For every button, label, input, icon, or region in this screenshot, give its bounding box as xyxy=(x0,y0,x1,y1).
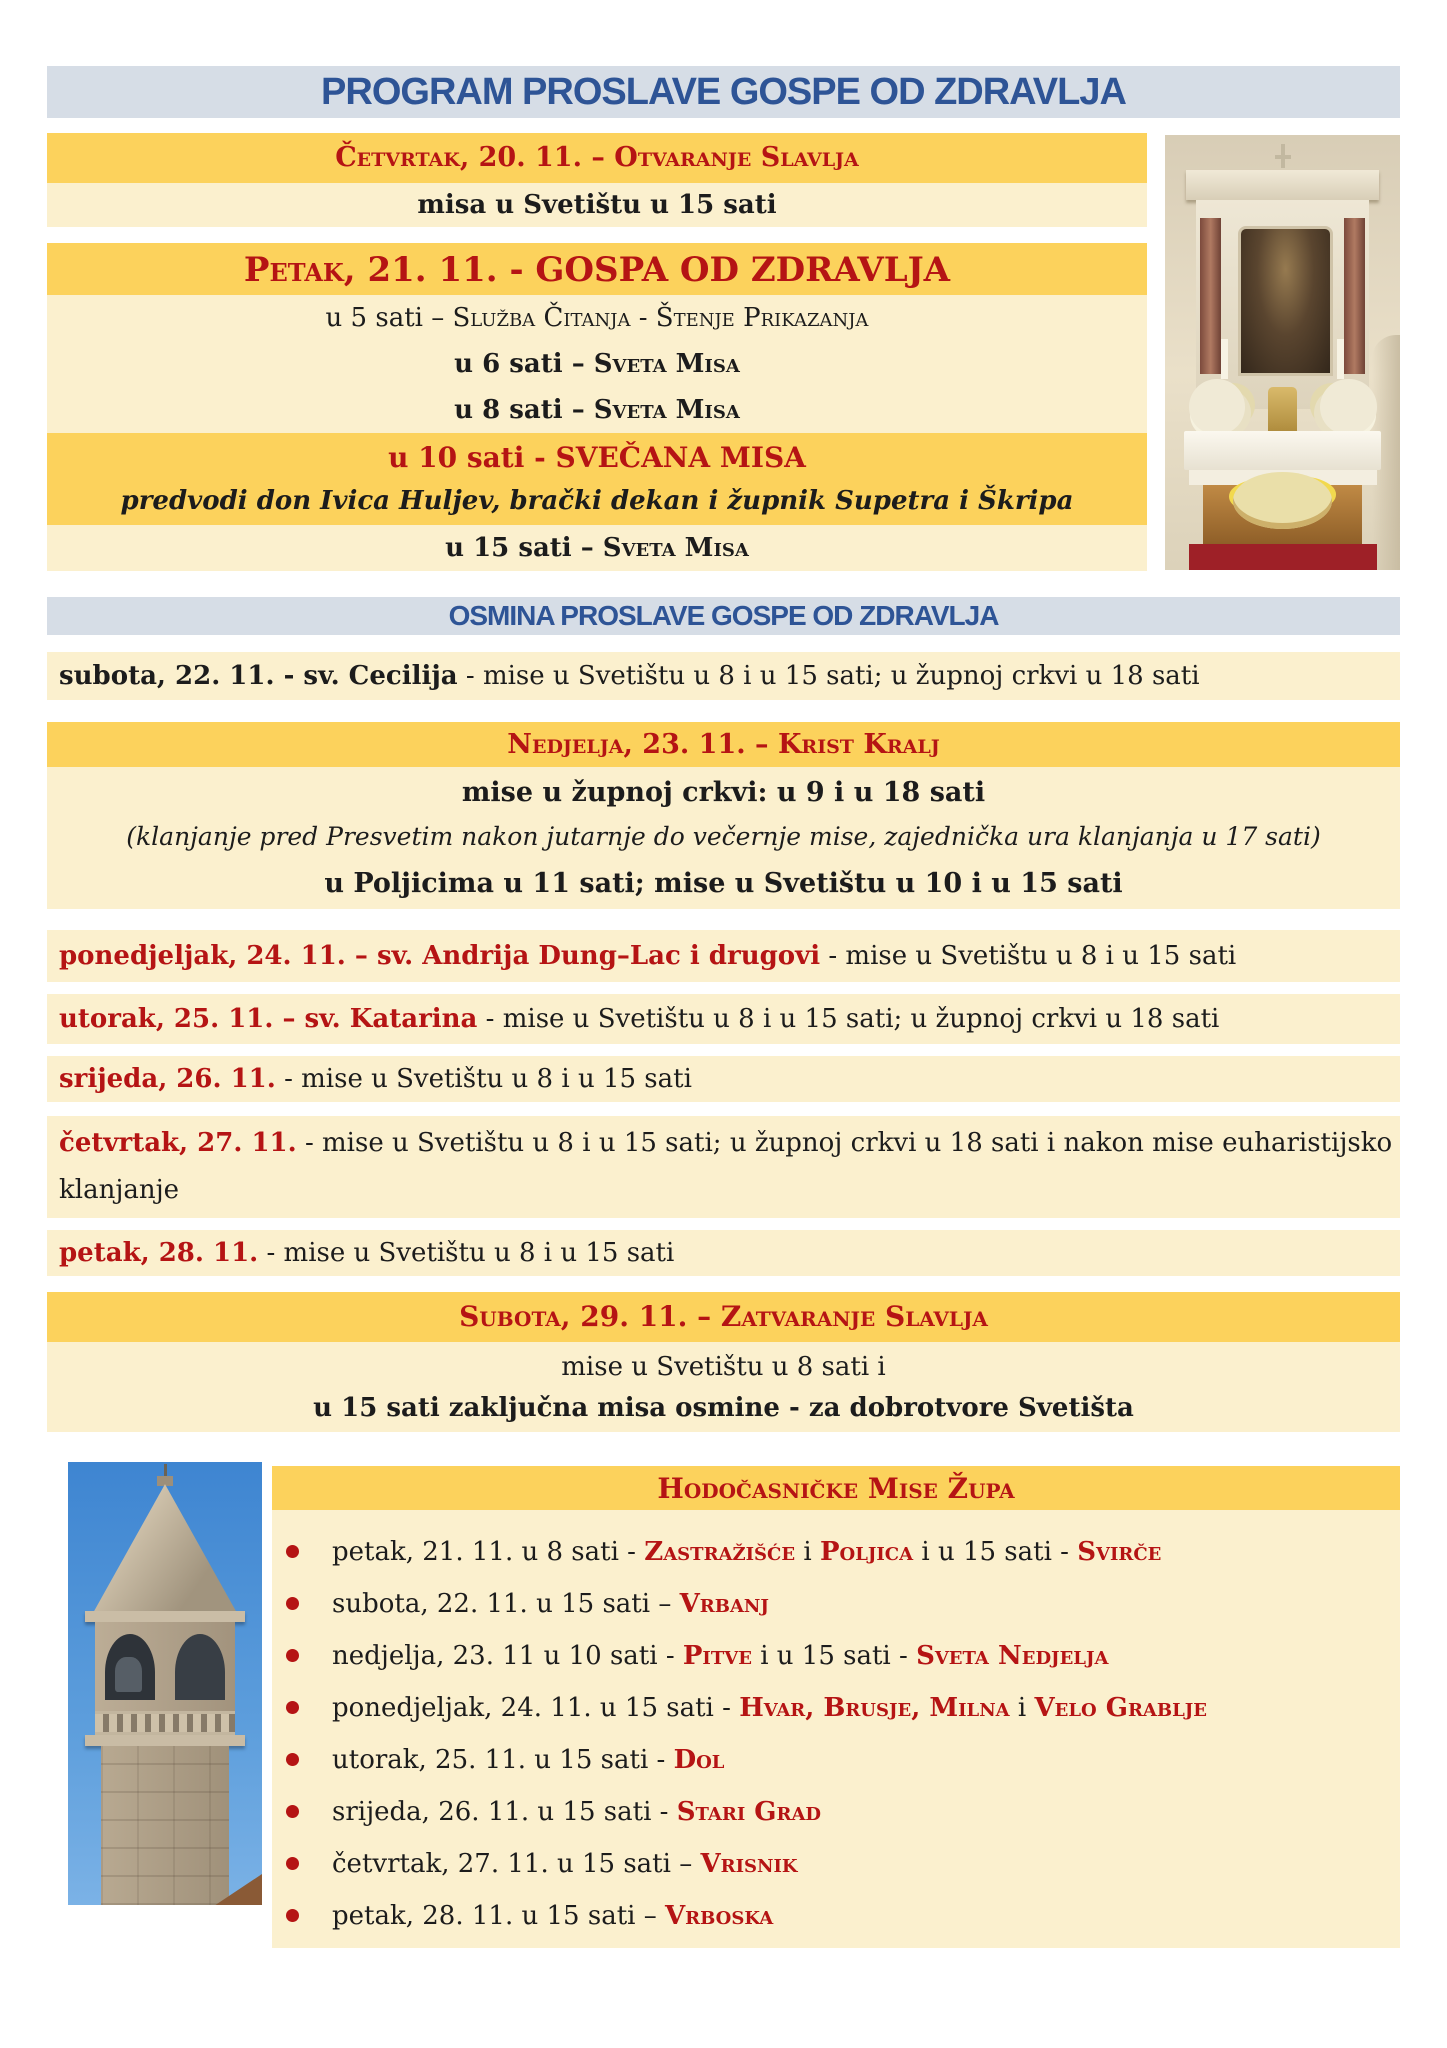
tower-spire xyxy=(93,1484,237,1612)
sunday-block xyxy=(47,767,1400,909)
schedule-row-monday xyxy=(47,930,1400,982)
text-segment: petak, 28. 11. u 15 sati – xyxy=(332,1901,665,1931)
place-name: Hvar, Brusje, Milna xyxy=(739,1693,1010,1723)
altar-bouquet xyxy=(1233,472,1332,529)
altar-flowers xyxy=(1189,379,1245,436)
time-prefix: u 15 sati – xyxy=(445,533,603,563)
place-name: Vrboska xyxy=(665,1901,774,1931)
opening-line: misa u Svetištu u 15 sati xyxy=(47,183,1147,227)
feast-time-line xyxy=(47,387,1147,433)
day-label: utorak, 25. 11. – sv. Katarina xyxy=(59,1004,478,1034)
list-item xyxy=(272,1890,1400,1942)
octave-heading: OSMINA PROSLAVE GOSPE OD ZDRAVLJA xyxy=(47,597,1400,635)
day-label: petak, 28. 11. xyxy=(59,1238,259,1268)
time-title: SVEČANA MISA xyxy=(555,441,806,474)
sunday-note: (klanjanje pred Presvetim nakon jutarnje do večernje mise, zajednička ura klanjanja u 17 sati) xyxy=(126,822,1321,851)
place-name: Vrbanj xyxy=(679,1589,769,1619)
time-title: Sveta Misa xyxy=(602,533,749,563)
bullet-dot xyxy=(286,1701,299,1714)
altar-flowers xyxy=(1320,379,1376,436)
list-item xyxy=(272,1682,1400,1734)
text-segment: i u 15 sati - xyxy=(913,1537,1078,1567)
place-name: Vrisnik xyxy=(700,1849,798,1879)
time-prefix: u 10 sati - xyxy=(388,441,556,474)
text-segment: i xyxy=(795,1537,820,1567)
text-segment: utorak, 25. 11. u 15 sati - xyxy=(332,1745,674,1775)
altar-column xyxy=(1344,218,1365,375)
feast-times-block xyxy=(47,295,1147,433)
altar-candle xyxy=(1221,339,1228,378)
time-title: Sveta Misa xyxy=(593,349,740,379)
altar-candle xyxy=(1337,339,1344,378)
tower-shaft xyxy=(101,1746,229,1905)
list-item xyxy=(272,1838,1400,1890)
place-name: Poljica xyxy=(819,1537,914,1567)
schedule-row-friday xyxy=(47,1230,1400,1276)
bullet-text xyxy=(332,1641,1108,1671)
day-detail: - mise u Svetištu u 8 i u 15 sati; u župnoj crkvi u 18 sati xyxy=(457,661,1200,691)
text-segment: četvrtak, 27. 11. u 15 sati – xyxy=(332,1849,701,1879)
feast-heading: Petak, 21. 11. - GOSPA OD ZDRAVLJA xyxy=(47,243,1147,295)
place-name: Svirče xyxy=(1077,1537,1162,1567)
time-title: Služba Čitanja - Štenje Prikazanja xyxy=(452,303,869,333)
closing-line: u 15 sati zaključna misa osmine - za dobrotvore Svetišta xyxy=(313,1393,1134,1423)
bullet-dot xyxy=(286,1649,299,1662)
sunday-line: u Poljicima u 11 sati; mise u Svetištu u 10 i u 15 sati xyxy=(324,868,1123,899)
feast-time-line xyxy=(47,341,1147,387)
time-prefix: u 8 sati – xyxy=(454,395,594,425)
bullet-dot xyxy=(286,1597,299,1610)
day-label: srijeda, 26. 11. xyxy=(59,1064,276,1094)
pilgrim-heading: Hodočasničke Mise Župa xyxy=(272,1466,1400,1510)
day-detail: - mise u Svetištu u 8 i u 15 sati; u župnoj crkvi u 18 sati i nakon mise euharistijsko klanjanje xyxy=(59,1128,1393,1205)
bullet-text xyxy=(332,1693,1207,1723)
time-title: Sveta Misa xyxy=(593,395,740,425)
place-name: Stari Grad xyxy=(676,1797,822,1827)
day-label: ponedjeljak, 24. 11. – sv. Andrija Dung–Lac i drugovi xyxy=(59,941,821,971)
bullet-text xyxy=(332,1537,1161,1567)
place-name: Sveta Nedjelja xyxy=(916,1641,1109,1671)
day-detail: - mise u Svetištu u 8 i u 15 sati xyxy=(258,1238,675,1268)
altar-tabernacle xyxy=(1268,387,1296,431)
bullet-text xyxy=(332,1849,798,1879)
day-label: četvrtak, 27. 11. xyxy=(59,1128,297,1158)
bullet-dot xyxy=(286,1805,299,1818)
bell-tower-photo xyxy=(68,1462,262,1905)
text-segment: petak, 21. 11. u 8 sati - xyxy=(332,1537,645,1567)
place-name: Pitve xyxy=(682,1641,752,1671)
place-name: Zastražišće xyxy=(644,1537,796,1567)
sunday-line: mise u župnoj crkvi: u 9 i u 18 sati xyxy=(461,777,986,808)
altar-painting xyxy=(1238,226,1333,376)
schedule-row-thursday xyxy=(47,1116,1400,1218)
bullet-text xyxy=(332,1901,773,1931)
celebrant-line: predvodi don Ivica Huljev, brački dekan i župnik Supetra i Škripa xyxy=(47,480,1147,525)
tower-cornice xyxy=(85,1611,244,1623)
place-name: Dol xyxy=(673,1745,725,1775)
feast-time-line xyxy=(47,295,1147,341)
schedule-row-wednesday xyxy=(47,1056,1400,1102)
pilgrim-block xyxy=(272,1510,1400,1948)
closing-line: mise u Svetištu u 8 sati i xyxy=(561,1352,886,1382)
pilgrim-mass-list xyxy=(272,1510,1400,1942)
bullet-dot xyxy=(286,1753,299,1766)
list-item xyxy=(272,1578,1400,1630)
bullet-text xyxy=(332,1745,724,1775)
bullet-text xyxy=(332,1797,821,1827)
altar-photo xyxy=(1165,135,1400,570)
afternoon-mass-line xyxy=(47,525,1147,571)
day-detail: - mise u Svetištu u 8 i u 15 sati; u župnoj crkvi u 18 sati xyxy=(477,1004,1220,1034)
text-segment: srijeda, 26. 11. u 15 sati - xyxy=(332,1797,677,1827)
schedule-row-saturday xyxy=(47,652,1400,700)
list-item xyxy=(272,1786,1400,1838)
bullet-dot xyxy=(286,1545,299,1558)
bullet-dot xyxy=(286,1909,299,1922)
list-item xyxy=(272,1734,1400,1786)
time-prefix: u 6 sati – xyxy=(454,349,594,379)
text-segment: nedjelja, 23. 11 u 10 sati - xyxy=(332,1641,683,1671)
solemn-mass-line xyxy=(47,433,1147,480)
closing-block xyxy=(47,1342,1400,1432)
text-segment: ponedjeljak, 24. 11. u 15 sati - xyxy=(332,1693,740,1723)
opening-heading: Četvrtak, 20. 11. – Otvaranje Slavlja xyxy=(47,133,1147,183)
altar-carpet xyxy=(1189,544,1377,570)
bullet-dot xyxy=(286,1857,299,1870)
altar-cross-icon xyxy=(1275,155,1291,159)
list-item xyxy=(272,1630,1400,1682)
place-name: Velo Grablje xyxy=(1034,1693,1207,1723)
tower-cornice xyxy=(85,1735,244,1747)
tower-balustrade xyxy=(95,1711,235,1735)
altar-table xyxy=(1184,431,1381,470)
altar-pediment xyxy=(1186,170,1379,200)
list-item xyxy=(272,1526,1400,1578)
day-detail: - mise u Svetištu u 8 i u 15 sati xyxy=(820,941,1237,971)
text-segment: i u 15 sati - xyxy=(751,1641,917,1671)
text-segment: subota, 22. 11. u 15 sati – xyxy=(332,1589,680,1619)
time-prefix: u 5 sati – xyxy=(325,303,453,333)
altar-column xyxy=(1200,218,1221,375)
closing-heading: Subota, 29. 11. – Zatvaranje Slavlja xyxy=(47,1292,1400,1342)
day-label: subota, 22. 11. - sv. Cecilija xyxy=(59,661,458,691)
text-segment: i xyxy=(1009,1693,1035,1723)
tower-bell xyxy=(115,1657,142,1692)
schedule-row-tuesday xyxy=(47,994,1400,1044)
bullet-text xyxy=(332,1589,769,1619)
page-title: PROGRAM PROSLAVE GOSPE OD ZDRAVLJA xyxy=(47,66,1400,118)
day-detail: - mise u Svetištu u 8 i u 15 sati xyxy=(275,1064,692,1094)
sunday-heading: Nedjelja, 23. 11. – Krist Kralj xyxy=(47,722,1400,767)
